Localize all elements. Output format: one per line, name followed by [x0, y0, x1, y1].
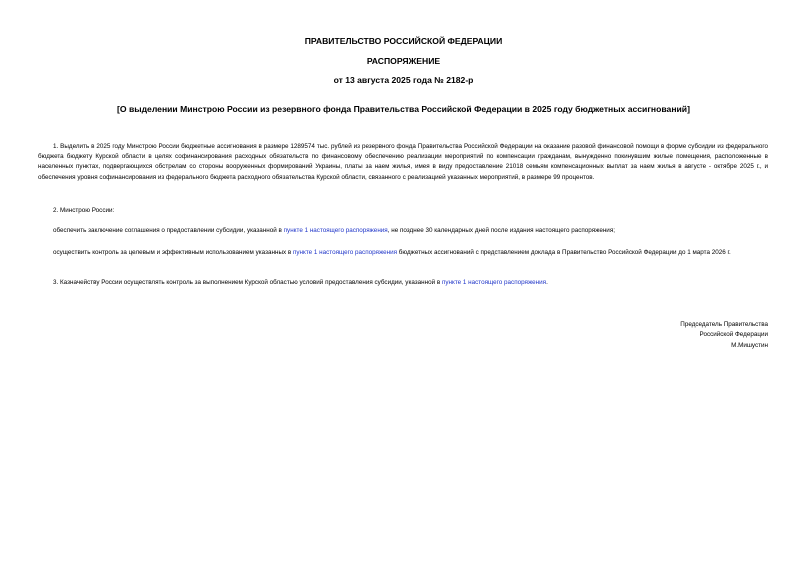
document-title: [О выделении Минстрою России из резервного фонда Правительства Российской Федерации в 2025 году бюджетных ассигнований]: [117, 104, 690, 114]
paragraph-text: , не позднее 30 календарных дней после издания настоящего распоряжения;: [387, 227, 615, 234]
signature-position: Председатель Правительства: [680, 321, 768, 328]
paragraph-text: осуществить контроль за целевым и эффективным использованием указанных в: [53, 249, 293, 256]
paragraph-text: бюджетных ассигнований с представлением доклада в Правительство Российской Федерации до 1 марта 2026 г.: [397, 249, 731, 256]
item-1-reference-link[interactable]: пункте 1 настоящего распоряжения: [292, 249, 398, 256]
paragraph-1: 1. Выделить в 2025 году Минстрою России бюджетные ассигнования в размере 1289574 тыс. рублей из резервного фонда Правительства Российской Федерации на оказание разовой финансовой помощи в форме субсидии из федерального бюджета бюджету Курской области в целях софинансирования расходных обязательств по финансовому обеспечению реализации мероприятий по компенсации гражданам, вынужденно покинувшим жилые помещения, расположенные в населенных пунктах, подвергающихся обстрелам со стороны вооруженных формирований Украины, платы за наем жилья, имея в виду предоставление 21018 семьям компенсационных выплат за наем жилья в августе - октябре 2025 г., и обеспечения уровня софинансирования из федерального бюджета расходного обязательства Курской области, связанного с реализацией указанных мероприятий, в размере 99 процентов.: [38, 143, 768, 181]
paragraph-text: 3. Казначейству России осуществлять контроль за выполнением Курской областью условий предоставления субсидии, указанной в: [53, 279, 442, 286]
paragraph-2-item-1: [38, 226, 768, 236]
paragraph-3: [38, 278, 768, 288]
signature-organization: Российской Федерации: [699, 331, 768, 338]
government-heading: ПРАВИТЕЛЬСТВО РОССИЙСКОЙ ФЕДЕРАЦИИ: [304, 36, 503, 46]
item-1-reference-link[interactable]: пункте 1 настоящего распоряжения: [283, 227, 388, 234]
paragraph-text: обеспечить заключение соглашения о предоставлении субсидии, указанной в: [53, 227, 284, 234]
paragraph-text: .: [546, 279, 548, 286]
paragraph-2: 2. Минстрою России:: [53, 207, 115, 214]
document-type-heading: РАСПОРЯЖЕНИЕ: [366, 56, 441, 66]
document-date-number: от 13 августа 2025 года № 2182-р: [333, 75, 474, 85]
paragraph-2-item-2: [38, 248, 768, 258]
signature-name: М.Мишустин: [731, 342, 768, 349]
item-1-reference-link[interactable]: пункте 1 настоящего распоряжения: [441, 279, 547, 286]
